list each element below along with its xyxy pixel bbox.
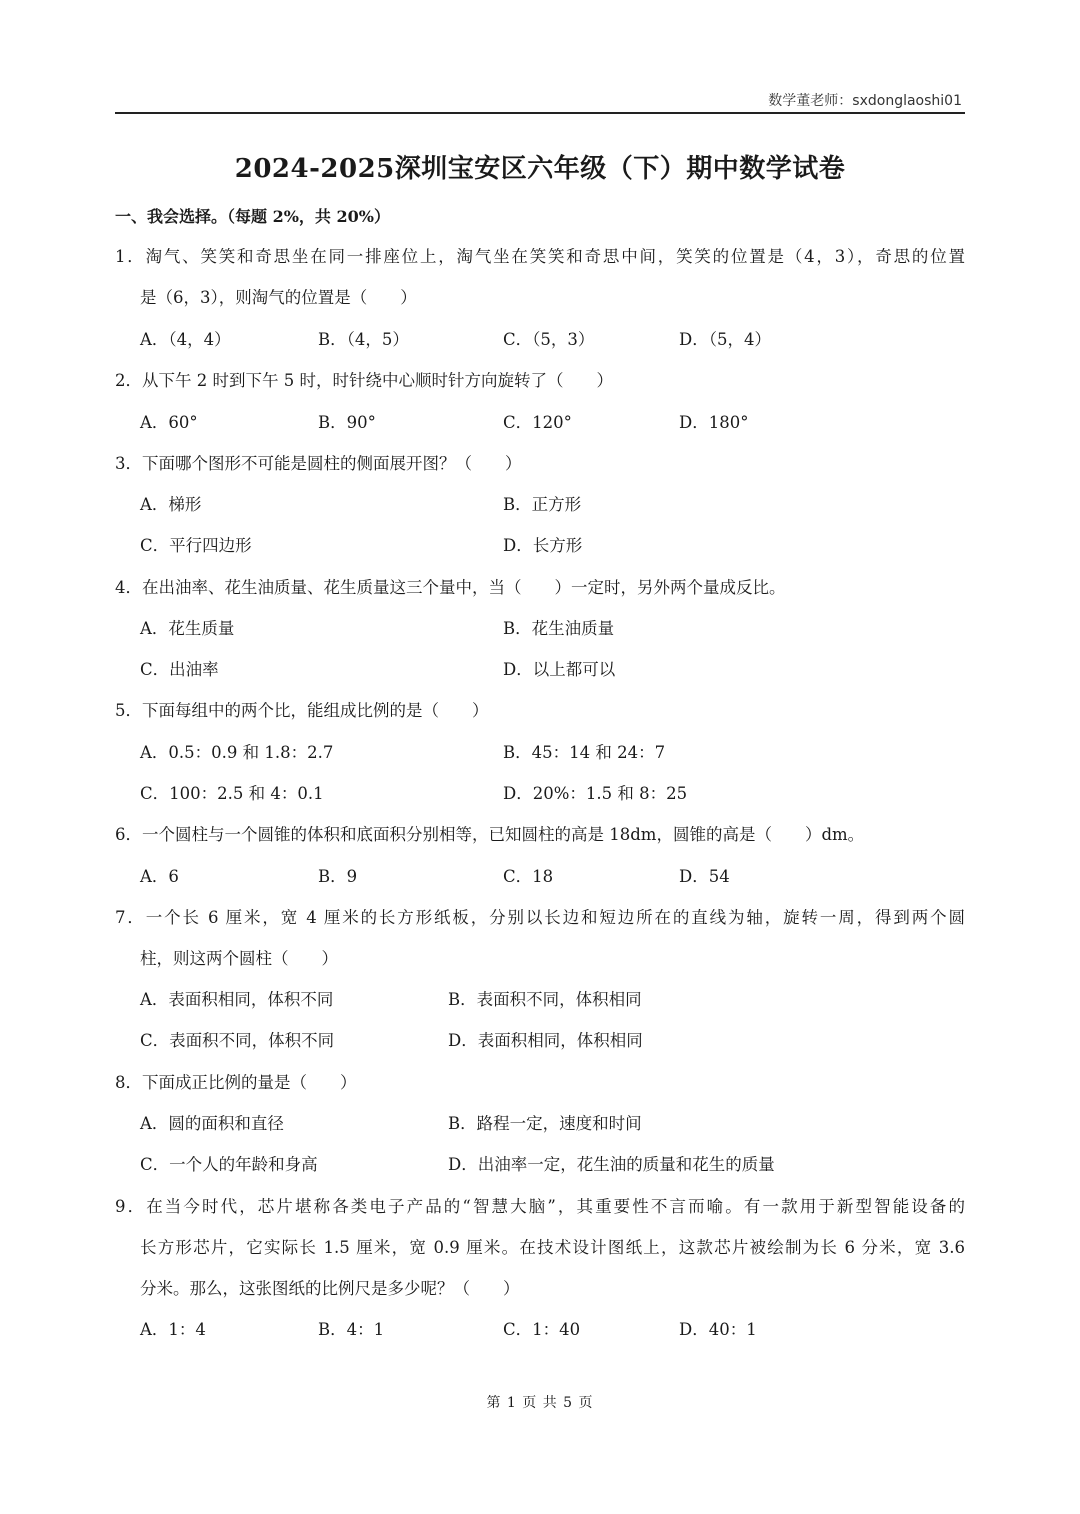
header-rule: [115, 112, 965, 114]
question-2-option-d: D．180°: [679, 413, 749, 432]
question-8-option-b: B．路程一定，速度和时间: [448, 1114, 642, 1133]
question-9-option-b: B．4：1: [318, 1320, 385, 1339]
header-text: 数学董老师：sxdonglaoshi01: [768, 93, 962, 109]
question-9-option-c: C．1：40: [503, 1320, 581, 1339]
question-1-line-2: 是（6，3），则淘气的位置是（ ）: [140, 288, 417, 307]
question-6-option-d: D．54: [679, 867, 730, 886]
question-7-option-c: C．表面积不同，体积不同: [140, 1031, 335, 1050]
question-9-option-d: D．40：1: [679, 1320, 757, 1339]
question-5-option-b: B．45：14 和 24：7: [503, 743, 666, 762]
page-footer: 第 1 页 共 5 页: [486, 1395, 594, 1411]
question-7-option-b: B．表面积不同，体积相同: [448, 990, 642, 1009]
question-3-option-c: C．平行四边形: [140, 536, 252, 555]
question-7-option-d: D．表面积相同，体积相同: [448, 1031, 643, 1050]
question-8-option-a: A．圆的面积和直径: [140, 1114, 284, 1133]
question-2-option-a: A．60°: [140, 413, 198, 432]
page-title: 2024-2025深圳宝安区六年级（下）期中数学试卷: [234, 154, 846, 184]
question-9-line-2: 长方形芯片，它实际长 1.5 厘米，宽 0.9 厘米。在技术设计图纸上，这款芯片被绘制为长 6 分米，宽 3.6: [140, 1238, 965, 1257]
question-1-line-1: 1．淘气、笑笑和奇思坐在同一排座位上，淘气坐在笑笑和奇思中间，笑笑的位置是（4，3），奇思的位置: [115, 247, 965, 266]
question-9-line-3: 分米。那么，这张图纸的比例尺是多少呢？（ ）: [140, 1279, 520, 1298]
question-6-option-a: A．6: [140, 867, 179, 886]
question-8-option-c: C．一个人的年龄和身高: [140, 1155, 318, 1174]
question-6-option-b: B．9: [318, 867, 358, 886]
question-1-option-d: D．（5，4）: [679, 330, 771, 349]
question-6-option-c: C．18: [503, 867, 554, 886]
question-3-option-d: D．长方形: [503, 536, 583, 555]
question-1-option-a: A．（4，4）: [140, 330, 231, 349]
question-3-line-1: 3．下面哪个图形不可能是圆柱的侧面展开图？（ ）: [115, 454, 522, 473]
question-6-line-1: 6．一个圆柱与一个圆锥的体积和底面积分别相等，已知圆柱的高是 18dm，圆锥的高是（ ）dm。: [115, 825, 865, 844]
question-4-option-c: C．出油率: [140, 660, 219, 679]
question-2-line-1: 2．从下午 2 时到下午 5 时，时针绕中心顺时针方向旋转了（ ）: [115, 371, 613, 390]
question-8-option-d: D．出油率一定，花生油的质量和花生的质量: [448, 1155, 775, 1174]
question-7-line-2: 柱，则这两个圆柱（ ）: [140, 949, 338, 968]
question-4-option-b: B．花生油质量: [503, 619, 615, 638]
question-1-option-b: B．（4，5）: [318, 330, 409, 349]
question-7-line-1: 7．一个长 6 厘米，宽 4 厘米的长方形纸板，分别以长边和短边所在的直线为轴，旋转一周，得到两个圆: [115, 908, 965, 927]
question-9-line-1: 9．在当今时代，芯片堪称各类电子产品的“智慧大脑”，其重要性不言而喻。有一款用于新型智能设备的: [115, 1197, 965, 1216]
question-4-line-1: 4．在出油率、花生油质量、花生质量这三个量中，当（ ）一定时，另外两个量成反比。: [115, 578, 786, 597]
question-5-option-d: D．20%：1.5 和 8：25: [503, 784, 688, 803]
question-2-option-c: C．120°: [503, 413, 572, 432]
question-2-option-b: B．90°: [318, 413, 376, 432]
question-4-option-a: A．花生质量: [140, 619, 235, 638]
question-5-line-1: 5．下面每组中的两个比，能组成比例的是（ ）: [115, 701, 489, 720]
section-heading: 一、我会选择。（每题 2%，共 20%）: [115, 207, 390, 226]
question-5-option-a: A．0.5：0.9 和 1.8：2.7: [140, 743, 334, 762]
question-3-option-a: A．梯形: [140, 495, 202, 514]
question-4-option-d: D．以上都可以: [503, 660, 616, 679]
question-1-option-c: C．（5，3）: [503, 330, 595, 349]
question-7-option-a: A．表面积相同，体积不同: [140, 990, 334, 1009]
question-9-option-a: A．1：4: [140, 1320, 206, 1339]
question-8-line-1: 8．下面成正比例的量是（ ）: [115, 1073, 357, 1092]
question-5-option-c: C．100：2.5 和 4：0.1: [140, 784, 324, 803]
question-3-option-b: B．正方形: [503, 495, 582, 514]
